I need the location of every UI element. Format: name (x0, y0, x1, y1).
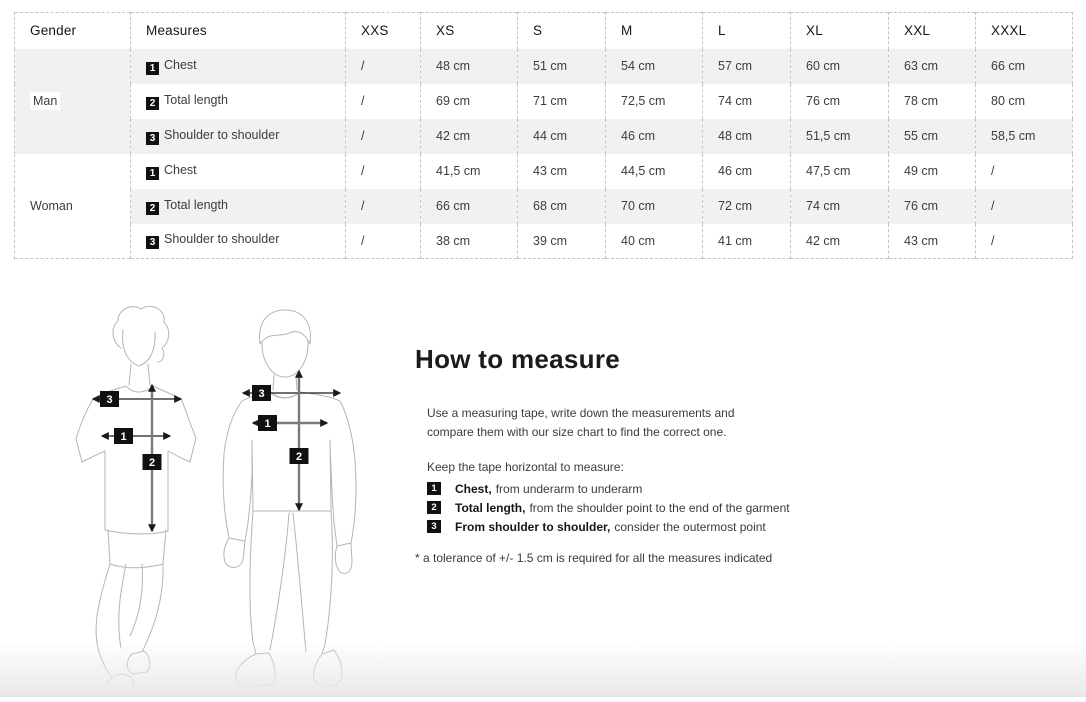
size-value-cell: 51,5 cm (791, 119, 889, 154)
column-header-xxs: XXS (346, 13, 421, 49)
size-chart (14, 12, 1073, 259)
measure-1-badge: 1 (146, 167, 159, 180)
step-total-length (427, 501, 855, 515)
measure-steps (427, 482, 855, 534)
column-header-gender: Gender (15, 13, 131, 49)
woman-sneaker-front (105, 674, 133, 695)
svg-text:3: 3 (258, 388, 265, 400)
size-value-cell: / (346, 119, 421, 154)
size-value-cell: 44 cm (518, 119, 606, 154)
size-value-cell: 40 cm (606, 224, 703, 259)
measure-label-cell (131, 49, 346, 84)
gender-label: Woman (30, 198, 73, 213)
measure-1-badge: 1 (146, 62, 159, 75)
woman-face (123, 330, 156, 366)
size-value-cell: 46 cm (703, 154, 791, 189)
size-value-cell: 42 cm (791, 224, 889, 259)
size-value-cell: 74 cm (791, 189, 889, 224)
woman-sneaker-back (127, 651, 150, 674)
man-pants (250, 511, 332, 654)
size-value-cell: / (346, 154, 421, 189)
size-value-cell: 72 cm (703, 189, 791, 224)
intro-text (427, 404, 855, 441)
size-value-cell: 66 cm (976, 49, 1073, 84)
size-value-cell: 51 cm (518, 49, 606, 84)
step-1-badge: 1 (427, 482, 441, 495)
size-value-cell: 70 cm (606, 189, 703, 224)
how-to-measure-section (415, 344, 855, 565)
woman-badge-chest (114, 428, 133, 444)
size-value-cell: 48 cm (703, 119, 791, 154)
measure-2-badge: 2 (146, 202, 159, 215)
svg-text:2: 2 (148, 457, 156, 469)
measure-3-badge: 3 (146, 236, 159, 249)
woman-badge-length (143, 454, 162, 470)
column-header-s: S (518, 13, 606, 49)
column-header-xxxl: XXXL (976, 13, 1073, 49)
gender-cell-woman (15, 154, 131, 259)
size-value-cell: / (346, 224, 421, 259)
step-shoulder (427, 520, 855, 534)
size-value-cell: 57 cm (703, 49, 791, 84)
tolerance-note: * a tolerance of +/- 1.5 cm is required for all the measures indicated (415, 551, 773, 565)
svg-text:2: 2 (295, 451, 303, 463)
woman-hair (113, 306, 169, 362)
man-sweatshirt (223, 392, 356, 546)
man-figure (223, 310, 356, 687)
table-row-woman-total-length (15, 189, 1073, 224)
size-value-cell: 38 cm (421, 224, 518, 259)
measure-label-cell (131, 84, 346, 119)
woman-tshirt (76, 386, 196, 534)
size-table (14, 12, 1073, 259)
measure-label: Total length (164, 197, 228, 212)
size-value-cell: 78 cm (889, 84, 976, 119)
size-value-cell: 68 cm (518, 189, 606, 224)
size-value-cell: 39 cm (518, 224, 606, 259)
size-value-cell: 42 cm (421, 119, 518, 154)
size-value-cell: 46 cm (606, 119, 703, 154)
size-value-cell: 76 cm (791, 84, 889, 119)
table-row-man-chest (15, 49, 1073, 84)
measure-label-cell (131, 189, 346, 224)
size-value-cell: 41,5 cm (421, 154, 518, 189)
svg-text:3: 3 (106, 394, 113, 406)
size-value-cell: / (346, 189, 421, 224)
step-label: From shoulder to shoulder, (455, 520, 611, 534)
measure-2-badge: 2 (146, 97, 159, 110)
step-text: from the shoulder point to the end of the garment (529, 501, 790, 515)
size-value-cell: 76 cm (889, 189, 976, 224)
column-header-m: M (606, 13, 703, 49)
column-header-l: L (703, 13, 791, 49)
size-value-cell: 80 cm (976, 84, 1073, 119)
svg-text:1: 1 (264, 418, 271, 430)
measure-label: Shoulder to shoulder (164, 232, 280, 247)
size-value-cell: 66 cm (421, 189, 518, 224)
size-value-cell: 43 cm (889, 224, 976, 259)
measure-label: Shoulder to shoulder (164, 127, 280, 142)
woman-shorts (108, 530, 166, 568)
man-sneaker-left (236, 653, 275, 687)
size-value-cell: 44,5 cm (606, 154, 703, 189)
measure-label: Chest (164, 57, 197, 72)
table-row-woman-chest (15, 154, 1073, 189)
figures-illustration (60, 302, 405, 697)
size-value-cell: 47,5 cm (791, 154, 889, 189)
size-value-cell: / (976, 189, 1073, 224)
size-value-cell: 72,5 cm (606, 84, 703, 119)
size-value-cell: 74 cm (703, 84, 791, 119)
step-text: consider the outermost point (614, 520, 766, 534)
measure-label-cell (131, 154, 346, 189)
measurement-figures (60, 302, 405, 702)
keep-tape-text: Keep the tape horizontal to measure: (427, 460, 624, 474)
size-value-cell: 48 cm (421, 49, 518, 84)
size-value-cell: 60 cm (791, 49, 889, 84)
man-badge-chest (258, 415, 277, 431)
man-badge-shoulder (252, 385, 271, 401)
size-value-cell: 58,5 cm (976, 119, 1073, 154)
size-value-cell: 69 cm (421, 84, 518, 119)
man-badge-length (290, 448, 309, 464)
step-label: Total length, (455, 501, 526, 515)
column-header-xs: XS (421, 13, 518, 49)
table-row-man-total-length (15, 84, 1073, 119)
step-label: Chest, (455, 482, 492, 496)
intro-line-2: compare them with our size chart to find the correct one. (427, 424, 727, 439)
column-header-measures: Measures (131, 13, 346, 49)
section-title: How to measure (415, 344, 621, 374)
measure-3-badge: 3 (146, 132, 159, 145)
size-value-cell: 63 cm (889, 49, 976, 84)
measure-label: Chest (164, 162, 197, 177)
column-header-xxl: XXL (889, 13, 976, 49)
size-value-cell: 54 cm (606, 49, 703, 84)
woman-badge-shoulder (100, 391, 119, 407)
size-value-cell: / (346, 84, 421, 119)
gender-label: Man (30, 92, 60, 110)
measure-label-cell (131, 119, 346, 154)
table-header-row (15, 13, 1073, 49)
svg-text:1: 1 (120, 431, 127, 443)
table-row-man-shoulder (15, 119, 1073, 154)
size-value-cell: 71 cm (518, 84, 606, 119)
measure-label-cell (131, 224, 346, 259)
step-2-badge: 2 (427, 501, 441, 514)
intro-line-1: Use a measuring tape, write down the measurements and (427, 406, 735, 420)
woman-neck (129, 364, 150, 385)
column-header-xl: XL (791, 13, 889, 49)
size-value-cell: 55 cm (889, 119, 976, 154)
step-text: from underarm to underarm (495, 482, 643, 496)
woman-figure (76, 306, 196, 695)
size-value-cell: / (346, 49, 421, 84)
gender-cell-man (15, 49, 131, 154)
step-3-badge: 3 (427, 520, 441, 533)
size-value-cell: 41 cm (703, 224, 791, 259)
size-value-cell: / (976, 224, 1073, 259)
step-chest (427, 482, 855, 496)
size-value-cell: 49 cm (889, 154, 976, 189)
man-sneaker-right (313, 650, 342, 686)
size-value-cell: 43 cm (518, 154, 606, 189)
table-row-woman-shoulder (15, 224, 1073, 259)
man-hair (260, 310, 311, 344)
size-value-cell: / (976, 154, 1073, 189)
measure-label: Total length (164, 92, 228, 107)
